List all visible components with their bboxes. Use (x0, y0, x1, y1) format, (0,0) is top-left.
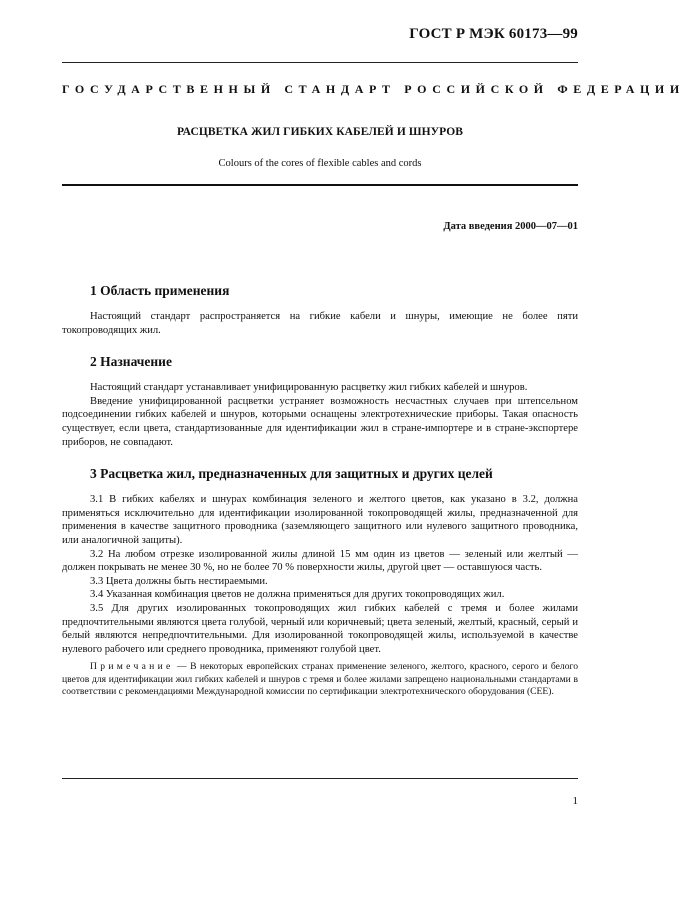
paragraph-3-4: 3.4 Указанная комбинация цветов не должна применяться для других токопроводящих жил. (90, 589, 505, 601)
document-title-english: Colours of the cores of flexible cables and cords (218, 158, 422, 169)
paragraph: Настоящий стандарт устанавливает унифицированную расцветку жил гибких кабелей и шнуров. (90, 382, 528, 394)
paragraph: Введение унифицированной расцветки устраняет возможность несчастных случаев при штепсельном подсоединении гибких кабелей и шнуров, которыми оснащены электротехнические приборы. Такая опасность существует, если цвета, стандартизованные для идентификации жил в стране-импортере и в стране-экспортере приборов, не совпадают. (62, 395, 578, 448)
note (62, 661, 578, 699)
paragraph-3-1: 3.1 В гибких кабелях и шнурах комбинация зеленого и желтого цветов, как указано в 3.2, должна применяться исключительно для идентификации изолированной токопроводящей жилы, предназначенной для применения в качестве защитного проводника (заземляющего защитного или нулевого защитного проводника, или аналогичной защиты). (62, 494, 578, 546)
note-label: Примечание (90, 661, 174, 673)
document-title: РАСЦВЕТКА ЖИЛ ГИБКИХ КАБЕЛЕЙ И ШНУРОВ (176, 126, 464, 138)
paragraph-3-3: 3.3 Цвета должны быть нестираемыми. (90, 575, 268, 587)
note-text: — В некоторых европейских странах применение зеленого, желтого, красного, серого и белого цветов для идентификации жил гибких кабелей и шнуров с тремя и более жилами запрещено национальными стандартами в соответствии с рекомендациями Международной комиссии по сертификации электротехнического оборудования (CEE). (62, 661, 578, 698)
section-heading-purpose: 2 Назначение (90, 354, 172, 370)
header-rule (62, 62, 578, 63)
paragraph: Настоящий стандарт распространяется на гибкие кабели и шнуры, имеющие не более пяти токопроводящих жил. (62, 311, 578, 336)
section-heading-core-colours: 3 Расцветка жил, предназначенных для защитных и других целей (90, 466, 493, 482)
title-divider (62, 184, 578, 186)
introduction-date: Дата введения 2000—07—01 (443, 221, 578, 232)
page-number: 1 (572, 795, 578, 807)
section-heading-scope: 1 Область применения (90, 283, 230, 298)
state-standard-banner: ГОСУДАРСТВЕННЫЙ СТАНДАРТ РОССИЙСКОЙ ФЕДЕРАЦИИ (62, 82, 685, 96)
paragraph-3-2: 3.2 На любом отрезке изолированной жилы длиной 15 мм один из цветов — зеленый или желтый — должен покрывать не менее 30 %, но не более 70 % поверхности жилы, другой цвет — оставшуюся часть. (62, 548, 578, 574)
footer-rule (62, 778, 578, 779)
document-code: ГОСТ Р МЭК 60173—99 (409, 26, 578, 42)
document-body (62, 282, 578, 699)
paragraph-3-5: 3.5 Для других изолированных токопроводящих жил гибких кабелей с тремя и более жилами предпочтительными являются цвета голубой, черный или коричневый; цвета зеленый, желтый, красный, серый и белый являются непредпочтительными. Для изолированной токопроводящей жилы, используемой в качестве нулевого рабочего или среднего проводника, применяют голубой цвет. (62, 602, 578, 655)
